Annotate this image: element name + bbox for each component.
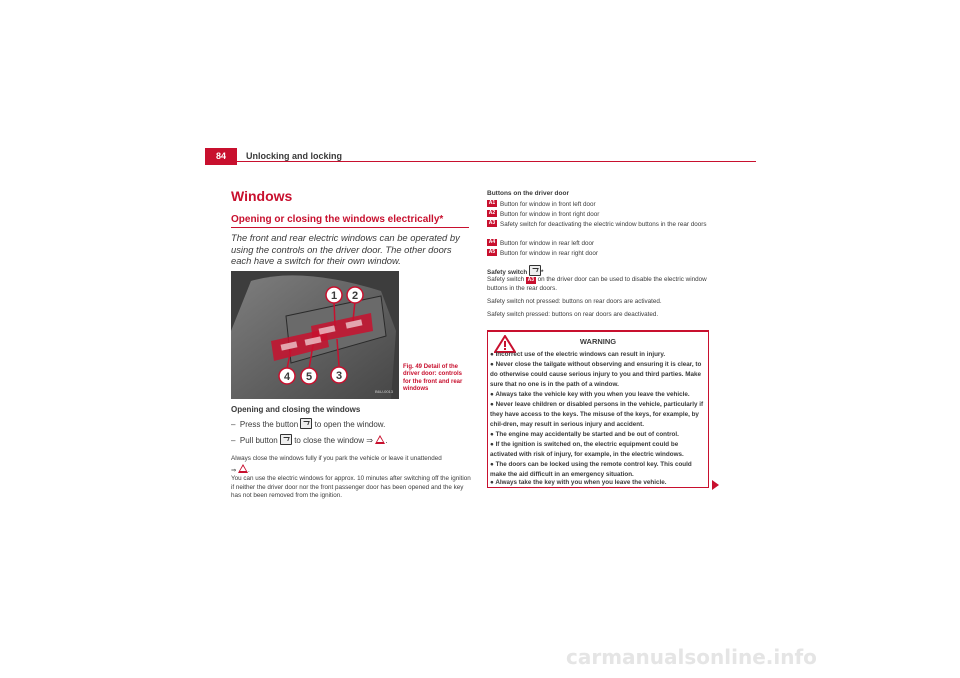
svg-text:5: 5 — [305, 371, 313, 383]
warning-text: The doors can be locked using the remote control key. This could make the aid difficult in an emergency situation. — [490, 461, 692, 478]
step-dash: – — [231, 436, 236, 445]
optional-star: * — [541, 269, 544, 276]
safety-switch-desc — [487, 275, 709, 293]
svg-text:4: 4 — [283, 371, 291, 383]
bullet: ● — [490, 479, 494, 486]
page-number: 84 — [205, 148, 237, 165]
header-divider — [205, 161, 756, 162]
item-badge: A3 — [488, 220, 496, 226]
callout-2 — [347, 287, 363, 303]
svg-text:3: 3 — [335, 370, 343, 382]
warning-text: Always take the vehicle key with you when you leave the vehicle. — [495, 391, 690, 398]
bullet: ● — [490, 441, 494, 448]
callout-1 — [326, 287, 342, 303]
period: . — [385, 436, 388, 445]
section-title: Unlocking and locking — [246, 151, 343, 161]
step-close-text-a: Pull button — [239, 436, 278, 445]
warning-item — [490, 440, 706, 460]
warning-text: The engine may accidentally be started and be out of control. — [495, 431, 679, 438]
bullet: ● — [490, 401, 494, 408]
item-badge: A3 — [527, 277, 535, 283]
item-text: Button for window in front left door — [500, 201, 596, 208]
callout-4 — [279, 368, 295, 384]
safety-text-b: on the driver door can be used to disable the electric window buttons in the rear doors. — [487, 276, 707, 292]
list-item — [487, 210, 707, 219]
warning-item — [490, 350, 706, 360]
warning-item — [490, 478, 706, 488]
step-close-text-b: to close the window — [294, 436, 365, 445]
item-badge: A5 — [488, 249, 496, 255]
safety-text-a: Safety switch — [487, 276, 525, 283]
safety-switch-title: Safety switch — [487, 269, 528, 276]
note-text: Always close the windows fully if you park the vehicle or leave it unattended — [231, 455, 442, 462]
procedure-heading: Opening and closing the windows — [231, 405, 361, 414]
warning-item — [490, 460, 706, 480]
warning-item — [490, 430, 706, 440]
item-text: Button for window in rear left door — [500, 240, 595, 247]
arrow-ref: ⇒ — [366, 436, 373, 445]
bullet: ● — [490, 351, 494, 358]
continue-arrow-icon — [712, 480, 719, 490]
list-item — [487, 249, 707, 258]
watermark: carmanualsonline.info — [566, 645, 817, 669]
figure-code: B6U-0013 — [374, 389, 393, 394]
bullet: ● — [490, 361, 494, 368]
figure-number: Fig. 49 — [403, 364, 423, 370]
item-badge: A4 — [488, 239, 496, 245]
warning-text: If the ignition is switched on, the electric equipment could be activated with risk of injury, for example, in the electric windows. — [490, 441, 684, 458]
figure-caption-text: Detail of the driver door: controls for the front and rear windows — [403, 364, 463, 392]
item-text: Safety switch for deactivating the electric window buttons in the rear doors — [500, 221, 707, 228]
bullet: ● — [490, 431, 494, 438]
subheading-divider — [231, 227, 469, 228]
arrow-ref: ⇒ — [231, 466, 237, 474]
subheading: Opening or closing the windows electrically* — [231, 214, 444, 225]
bullet: ● — [490, 391, 494, 398]
list-item — [487, 200, 707, 209]
warning-text: Always take the key with you when you leave the vehicle. — [495, 479, 667, 486]
step-dash: – — [231, 420, 236, 429]
item-badge: A1 — [488, 200, 496, 206]
warning-item — [490, 360, 706, 389]
step-close — [231, 434, 387, 445]
warning-box — [487, 330, 709, 488]
buttons-heading: Buttons on the driver door — [487, 190, 569, 197]
item-text: Button for window in front right door — [500, 211, 600, 218]
safety-switch-not-pressed: Safety switch not pressed: buttons on rear doors are activated. — [487, 298, 662, 305]
safety-switch-pressed: Safety switch pressed: buttons on rear doors are deactivated. — [487, 311, 659, 318]
list-item — [487, 220, 707, 229]
list-item — [487, 239, 707, 248]
figure-caption — [403, 364, 469, 393]
note-ignition: You can use the electric windows for approx. 10 minutes after switching off the ignition if neither the driver door nor the front passenger door has been opened and the key has not been removed from the ignition. — [231, 475, 471, 500]
step-open — [231, 418, 385, 429]
window-button-icon — [300, 418, 312, 429]
page-heading: Windows — [231, 188, 293, 204]
door-panel-illustration — [231, 271, 399, 399]
window-button-icon — [280, 434, 292, 445]
note-close-windows — [231, 455, 471, 475]
period: . — [248, 466, 250, 474]
warning-text: Never close the tailgate without observing and ensuring it is clear, to do otherwise could cause serious injury to you and third parties. Make sure that no one is in the path of a window. — [490, 361, 702, 388]
bullet: ● — [490, 461, 494, 468]
warning-item — [490, 400, 706, 429]
step-open-text-a: Press the button — [239, 420, 299, 429]
svg-text:1: 1 — [330, 290, 338, 302]
warning-icon — [238, 464, 248, 473]
warning-icon — [375, 435, 388, 445]
warning-item — [490, 390, 706, 400]
warning-title: WARNING — [579, 337, 617, 346]
svg-text:2: 2 — [351, 290, 359, 302]
door-controls-figure — [231, 271, 399, 399]
callout-5 — [301, 368, 317, 384]
intro-paragraph: The front and rear electric windows can be operated by using the controls on the driver door. The other doors each have a switch for their own window. — [231, 232, 460, 266]
warning-text: Never leave children or disabled persons in the vehicle, particularly if they have access to the keys. The misuse of the keys, for example, by chil-dren, may result in serious injury and accident. — [490, 401, 704, 428]
step-open-text-b: to open the window. — [314, 420, 386, 429]
item-text: Button for window in rear right door — [500, 250, 599, 257]
warning-text: Incorrect use of the electric windows can result in injury. — [495, 351, 666, 358]
item-badge: A2 — [488, 210, 496, 216]
callout-3 — [331, 367, 347, 383]
